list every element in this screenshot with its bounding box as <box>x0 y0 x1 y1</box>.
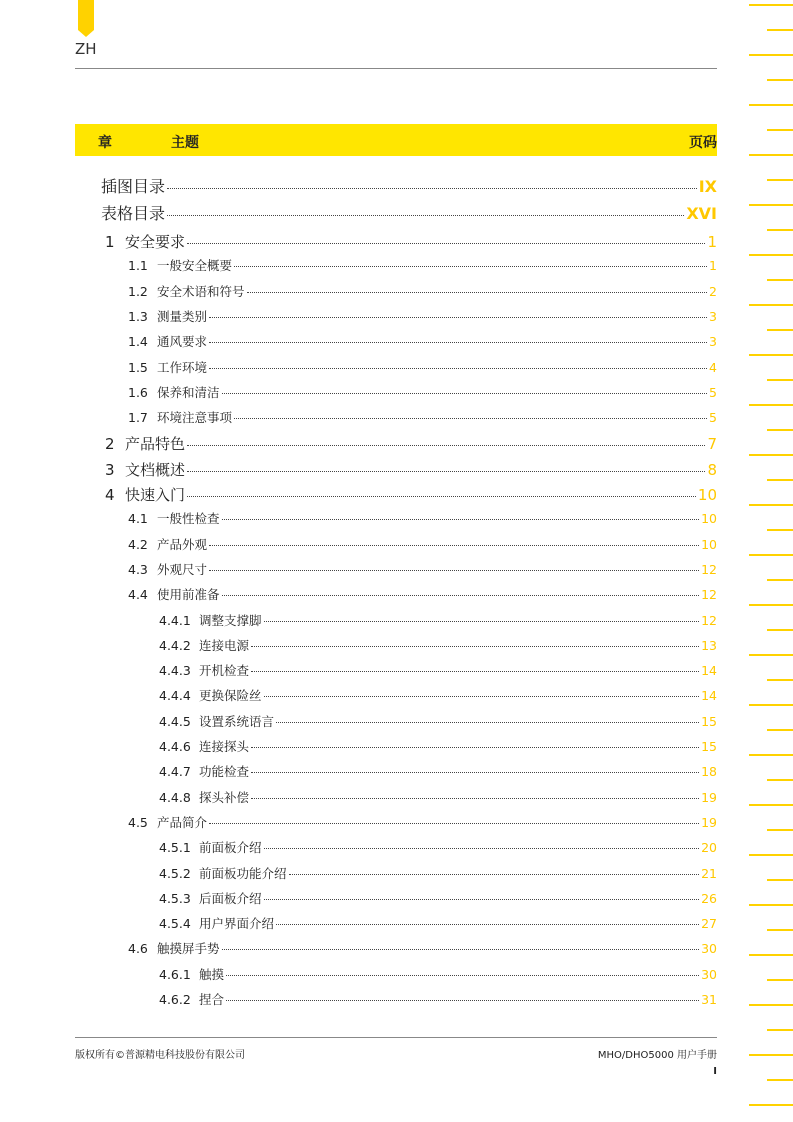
toc-entry[interactable] <box>128 256 717 274</box>
dot-leader <box>264 848 700 849</box>
toc-entry-number: 3 <box>105 460 115 479</box>
dot-leader <box>222 595 700 596</box>
toc-entry-page: XVI <box>686 204 717 223</box>
toc-entry-page: 14 <box>701 688 717 704</box>
decorative-stripe <box>767 1029 793 1031</box>
dot-leader <box>187 471 705 472</box>
toc-entry-title: 使用前准备 <box>157 587 220 603</box>
toc-entry[interactable] <box>159 914 717 932</box>
dot-leader <box>209 317 707 318</box>
toc-entry[interactable] <box>159 712 717 730</box>
toc-header-page: 页码 <box>689 135 717 151</box>
toc-entry-page: 10 <box>701 536 717 552</box>
toc-entry[interactable] <box>128 535 717 553</box>
toc-entry[interactable] <box>159 661 717 679</box>
toc-entry-title: 设置系统语言 <box>199 713 275 729</box>
dot-leader <box>209 823 699 824</box>
dot-leader <box>289 874 700 875</box>
dot-leader <box>234 266 707 267</box>
footer-divider <box>75 1037 717 1038</box>
toc-entry[interactable] <box>159 611 717 629</box>
toc-entry-number: 4.6 <box>128 941 148 957</box>
decorative-stripe <box>749 604 793 606</box>
toc-entry-number: 4.5.1 <box>159 840 191 856</box>
dot-leader <box>251 646 699 647</box>
decorative-stripe <box>749 354 793 356</box>
header-divider <box>75 68 717 69</box>
toc-entry-title: 用户界面介绍 <box>199 916 275 932</box>
decorative-stripe <box>767 729 793 731</box>
decorative-stripe <box>767 129 793 131</box>
toc-entry[interactable] <box>105 231 717 252</box>
toc-entry-page: 15 <box>701 739 717 754</box>
decorative-stripe <box>767 579 793 581</box>
toc-entry-title: 连接电源 <box>199 637 250 653</box>
toc-entry-number: 1.7 <box>128 410 148 426</box>
decorative-stripe <box>767 779 793 781</box>
toc-entry-title: 更换保险丝 <box>199 688 262 704</box>
toc-entry-number: 4.1 <box>128 511 148 527</box>
decorative-stripe <box>749 104 793 106</box>
toc-entry[interactable] <box>159 864 717 882</box>
decorative-stripe <box>749 1004 793 1006</box>
toc-entry-title: 通风要求 <box>157 334 208 350</box>
decorative-stripe <box>749 854 793 856</box>
decorative-stripe <box>767 429 793 431</box>
toc-entry[interactable] <box>159 889 717 907</box>
toc-entry-title: 表格目录 <box>101 204 166 223</box>
toc-entry-title: 外观尺寸 <box>157 561 208 577</box>
decorative-stripe <box>767 879 793 881</box>
toc-entry[interactable] <box>159 990 717 1008</box>
toc-entry-number: 4.5.2 <box>159 865 191 881</box>
toc-entry-number: 4.4.3 <box>159 663 191 679</box>
toc-entry-page: 5 <box>709 384 717 400</box>
dot-leader <box>251 747 699 748</box>
decorative-stripe <box>767 379 793 381</box>
toc-entry-number: 4.6.1 <box>159 966 191 982</box>
dot-leader <box>264 899 700 900</box>
decorative-stripe <box>767 79 793 81</box>
decorative-stripe <box>749 254 793 256</box>
toc-entry-page: 19 <box>701 789 717 805</box>
toc-entry-number: 4.4.5 <box>159 713 191 729</box>
toc-entry[interactable] <box>159 636 717 654</box>
toc-entry[interactable] <box>128 332 717 350</box>
dot-leader <box>251 798 699 799</box>
toc-entry[interactable] <box>105 484 717 505</box>
chapter-tab-marker <box>78 0 94 30</box>
dot-leader <box>209 368 707 369</box>
dot-leader <box>276 924 699 925</box>
decorative-stripe <box>767 179 793 181</box>
toc-entry-page: 3 <box>709 334 717 350</box>
dot-leader <box>251 671 699 672</box>
toc-entry-title: 保养和清洁 <box>157 384 220 400</box>
toc-entry-page: 27 <box>701 916 717 932</box>
toc-entry[interactable] <box>128 282 717 300</box>
toc-entry-page: 8 <box>707 460 717 479</box>
decorative-stripe <box>749 954 793 956</box>
toc-entry[interactable] <box>101 174 717 197</box>
toc-entry-page: 14 <box>701 663 717 679</box>
toc-entry-title: 触摸屏手势 <box>157 941 220 957</box>
toc-header-chapter: 章 <box>98 135 112 151</box>
toc-entry-number: 1.6 <box>128 384 148 400</box>
decorative-stripes <box>745 0 793 1122</box>
dot-leader <box>187 243 705 244</box>
toc-entry[interactable] <box>128 560 717 578</box>
toc-entry-title: 快速入门 <box>125 486 186 504</box>
toc-entry-title: 后面板介绍 <box>199 890 262 906</box>
toc-entry[interactable] <box>159 737 717 755</box>
decorative-stripe <box>767 329 793 331</box>
decorative-stripe <box>767 279 793 281</box>
toc-entry-title: 产品简介 <box>157 814 208 830</box>
toc-entry-number: 4.4.8 <box>159 789 191 805</box>
toc-entry-title: 触摸 <box>199 966 225 982</box>
toc-entry-page: 13 <box>701 637 717 653</box>
toc-entry[interactable] <box>128 383 717 401</box>
toc-entry-title: 连接探头 <box>199 739 250 754</box>
toc-entry-number: 4.5.4 <box>159 916 191 932</box>
toc-entry-title: 捏合 <box>199 992 225 1007</box>
toc-entry-title: 测量类别 <box>157 308 208 324</box>
toc-entry-number: 1.5 <box>128 359 148 375</box>
toc-entry[interactable] <box>159 838 717 856</box>
toc-entry-page: 31 <box>701 992 717 1007</box>
toc-entry-number: 4 <box>105 486 115 504</box>
decorative-stripe <box>749 654 793 656</box>
toc-entry-page: 3 <box>709 308 717 324</box>
toc-entry-number: 4.4.4 <box>159 688 191 704</box>
toc-entry[interactable] <box>159 788 717 806</box>
toc-entry-number: 1.4 <box>128 334 148 350</box>
toc-entry-title: 开机检查 <box>199 663 250 679</box>
toc-entry[interactable] <box>159 686 717 704</box>
toc-entry-number: 4.3 <box>128 561 148 577</box>
toc-entry-title: 前面板介绍 <box>199 840 262 856</box>
dot-leader <box>209 545 699 546</box>
toc-entry-page: 12 <box>701 612 717 628</box>
toc-entry-page: 15 <box>701 713 717 729</box>
decorative-stripe <box>767 979 793 981</box>
toc-entry-title: 安全要求 <box>125 233 186 251</box>
toc-entry-title: 一般性检查 <box>157 511 220 527</box>
dot-leader <box>226 975 699 976</box>
toc-entry-page: 5 <box>709 410 717 426</box>
decorative-stripe <box>749 1104 793 1106</box>
dot-leader <box>264 696 700 697</box>
toc-entry-page: 1 <box>709 258 717 274</box>
toc-entry-title: 工作环境 <box>157 359 208 375</box>
toc-entry-page: 12 <box>701 561 717 577</box>
toc-entry-page: IX <box>698 177 717 196</box>
dot-leader <box>167 215 684 216</box>
dot-leader <box>222 393 708 394</box>
toc-entry[interactable] <box>128 509 717 527</box>
decorative-stripe <box>767 1079 793 1081</box>
decorative-stripe <box>749 704 793 706</box>
toc-entry-page: 19 <box>701 814 717 830</box>
decorative-stripe <box>749 904 793 906</box>
toc-entry-page: 7 <box>707 435 717 454</box>
toc-header-bar <box>75 124 717 156</box>
toc-entry[interactable] <box>128 307 717 325</box>
dot-leader <box>187 445 705 446</box>
toc-entry-page: 10 <box>701 511 717 527</box>
toc-entry-page: 20 <box>701 840 717 856</box>
decorative-stripe <box>749 54 793 56</box>
decorative-stripe <box>749 154 793 156</box>
toc-entry-number: 1.3 <box>128 308 148 324</box>
toc-entry-title: 探头补偿 <box>199 789 250 805</box>
decorative-stripe <box>749 504 793 506</box>
toc-entry-number: 1.2 <box>128 283 148 299</box>
toc-entry[interactable] <box>128 408 717 426</box>
toc-entry[interactable] <box>128 813 717 831</box>
toc-entry-page: 21 <box>701 865 717 881</box>
toc-entry-title: 插图目录 <box>101 177 166 196</box>
toc-entry-page: 12 <box>701 587 717 603</box>
language-label: ZH <box>75 40 97 58</box>
toc-entry-number: 1.1 <box>128 258 148 274</box>
dot-leader <box>167 188 697 189</box>
decorative-stripe <box>749 754 793 756</box>
decorative-stripe <box>749 404 793 406</box>
footer-copyright: 版权所有©普源精电科技股份有限公司 <box>75 1050 245 1061</box>
decorative-stripe <box>749 454 793 456</box>
dot-leader <box>226 1000 699 1001</box>
toc-entry-title: 产品特色 <box>125 435 186 454</box>
toc-entry[interactable] <box>105 433 717 454</box>
decorative-stripe <box>767 529 793 531</box>
toc-entry[interactable] <box>105 459 717 480</box>
toc-entry-number: 4.4 <box>128 587 148 603</box>
dot-leader <box>222 519 700 520</box>
toc-entry-number: 1 <box>105 233 115 251</box>
decorative-stripe <box>749 304 793 306</box>
toc-entry-number: 2 <box>105 435 115 454</box>
toc-entry-page: 1 <box>707 233 717 251</box>
toc-entry-number: 4.6.2 <box>159 992 191 1007</box>
dot-leader <box>187 496 696 497</box>
toc-header-topic: 主题 <box>171 135 199 151</box>
dot-leader <box>264 621 700 622</box>
footer-manual-title: MHO/DHO5000 用户手册 <box>597 1050 717 1061</box>
toc-entry[interactable] <box>101 201 717 224</box>
toc-entry-number: 4.5 <box>128 814 148 830</box>
toc-entry-title: 环境注意事项 <box>157 410 233 426</box>
toc-entry-title: 调整支撑脚 <box>199 612 262 628</box>
decorative-stripe <box>749 554 793 556</box>
toc-entry-number: 4.4.1 <box>159 612 191 628</box>
decorative-stripe <box>767 929 793 931</box>
toc-entry-page: 30 <box>701 966 717 982</box>
toc-entry-page: 4 <box>709 359 717 375</box>
toc-entry[interactable] <box>128 585 717 603</box>
toc-entry[interactable] <box>128 358 717 376</box>
dot-leader <box>251 772 699 773</box>
decorative-stripe <box>767 629 793 631</box>
page-number: I <box>713 1066 717 1077</box>
toc-entry-title: 前面板功能介绍 <box>199 865 287 881</box>
toc-entry-page: 30 <box>701 941 717 957</box>
toc-entry-page: 18 <box>701 764 717 780</box>
decorative-stripe <box>767 229 793 231</box>
toc-entry-title: 安全术语和符号 <box>157 283 245 299</box>
toc-entry[interactable] <box>159 965 717 983</box>
toc-entry-number: 4.5.3 <box>159 890 191 906</box>
decorative-stripe <box>767 29 793 31</box>
toc-entry-number: 4.4.2 <box>159 637 191 653</box>
dot-leader <box>222 949 700 950</box>
toc-entry-title: 一般安全概要 <box>157 258 233 274</box>
decorative-stripe <box>749 804 793 806</box>
decorative-stripe <box>767 679 793 681</box>
toc-entry-number: 4.4.7 <box>159 764 191 780</box>
dot-leader <box>276 722 699 723</box>
decorative-stripe <box>749 1054 793 1056</box>
toc-entry-number: 4.4.6 <box>159 739 191 754</box>
toc-entry[interactable] <box>128 939 717 957</box>
dot-leader <box>209 342 707 343</box>
decorative-stripe <box>767 479 793 481</box>
toc-entry[interactable] <box>159 762 717 780</box>
dot-leader <box>209 570 699 571</box>
toc-entry-page: 26 <box>701 890 717 906</box>
decorative-stripe <box>749 204 793 206</box>
toc-entry-page: 2 <box>709 283 717 299</box>
decorative-stripe <box>767 829 793 831</box>
decorative-stripe <box>749 4 793 6</box>
dot-leader <box>247 292 708 293</box>
toc-entry-page: 10 <box>697 486 717 504</box>
toc-entry-title: 文档概述 <box>125 460 186 479</box>
toc-entry-title: 产品外观 <box>157 536 208 552</box>
toc-entry-number: 4.2 <box>128 536 148 552</box>
dot-leader <box>234 418 707 419</box>
toc-entry-title: 功能检查 <box>199 764 250 780</box>
